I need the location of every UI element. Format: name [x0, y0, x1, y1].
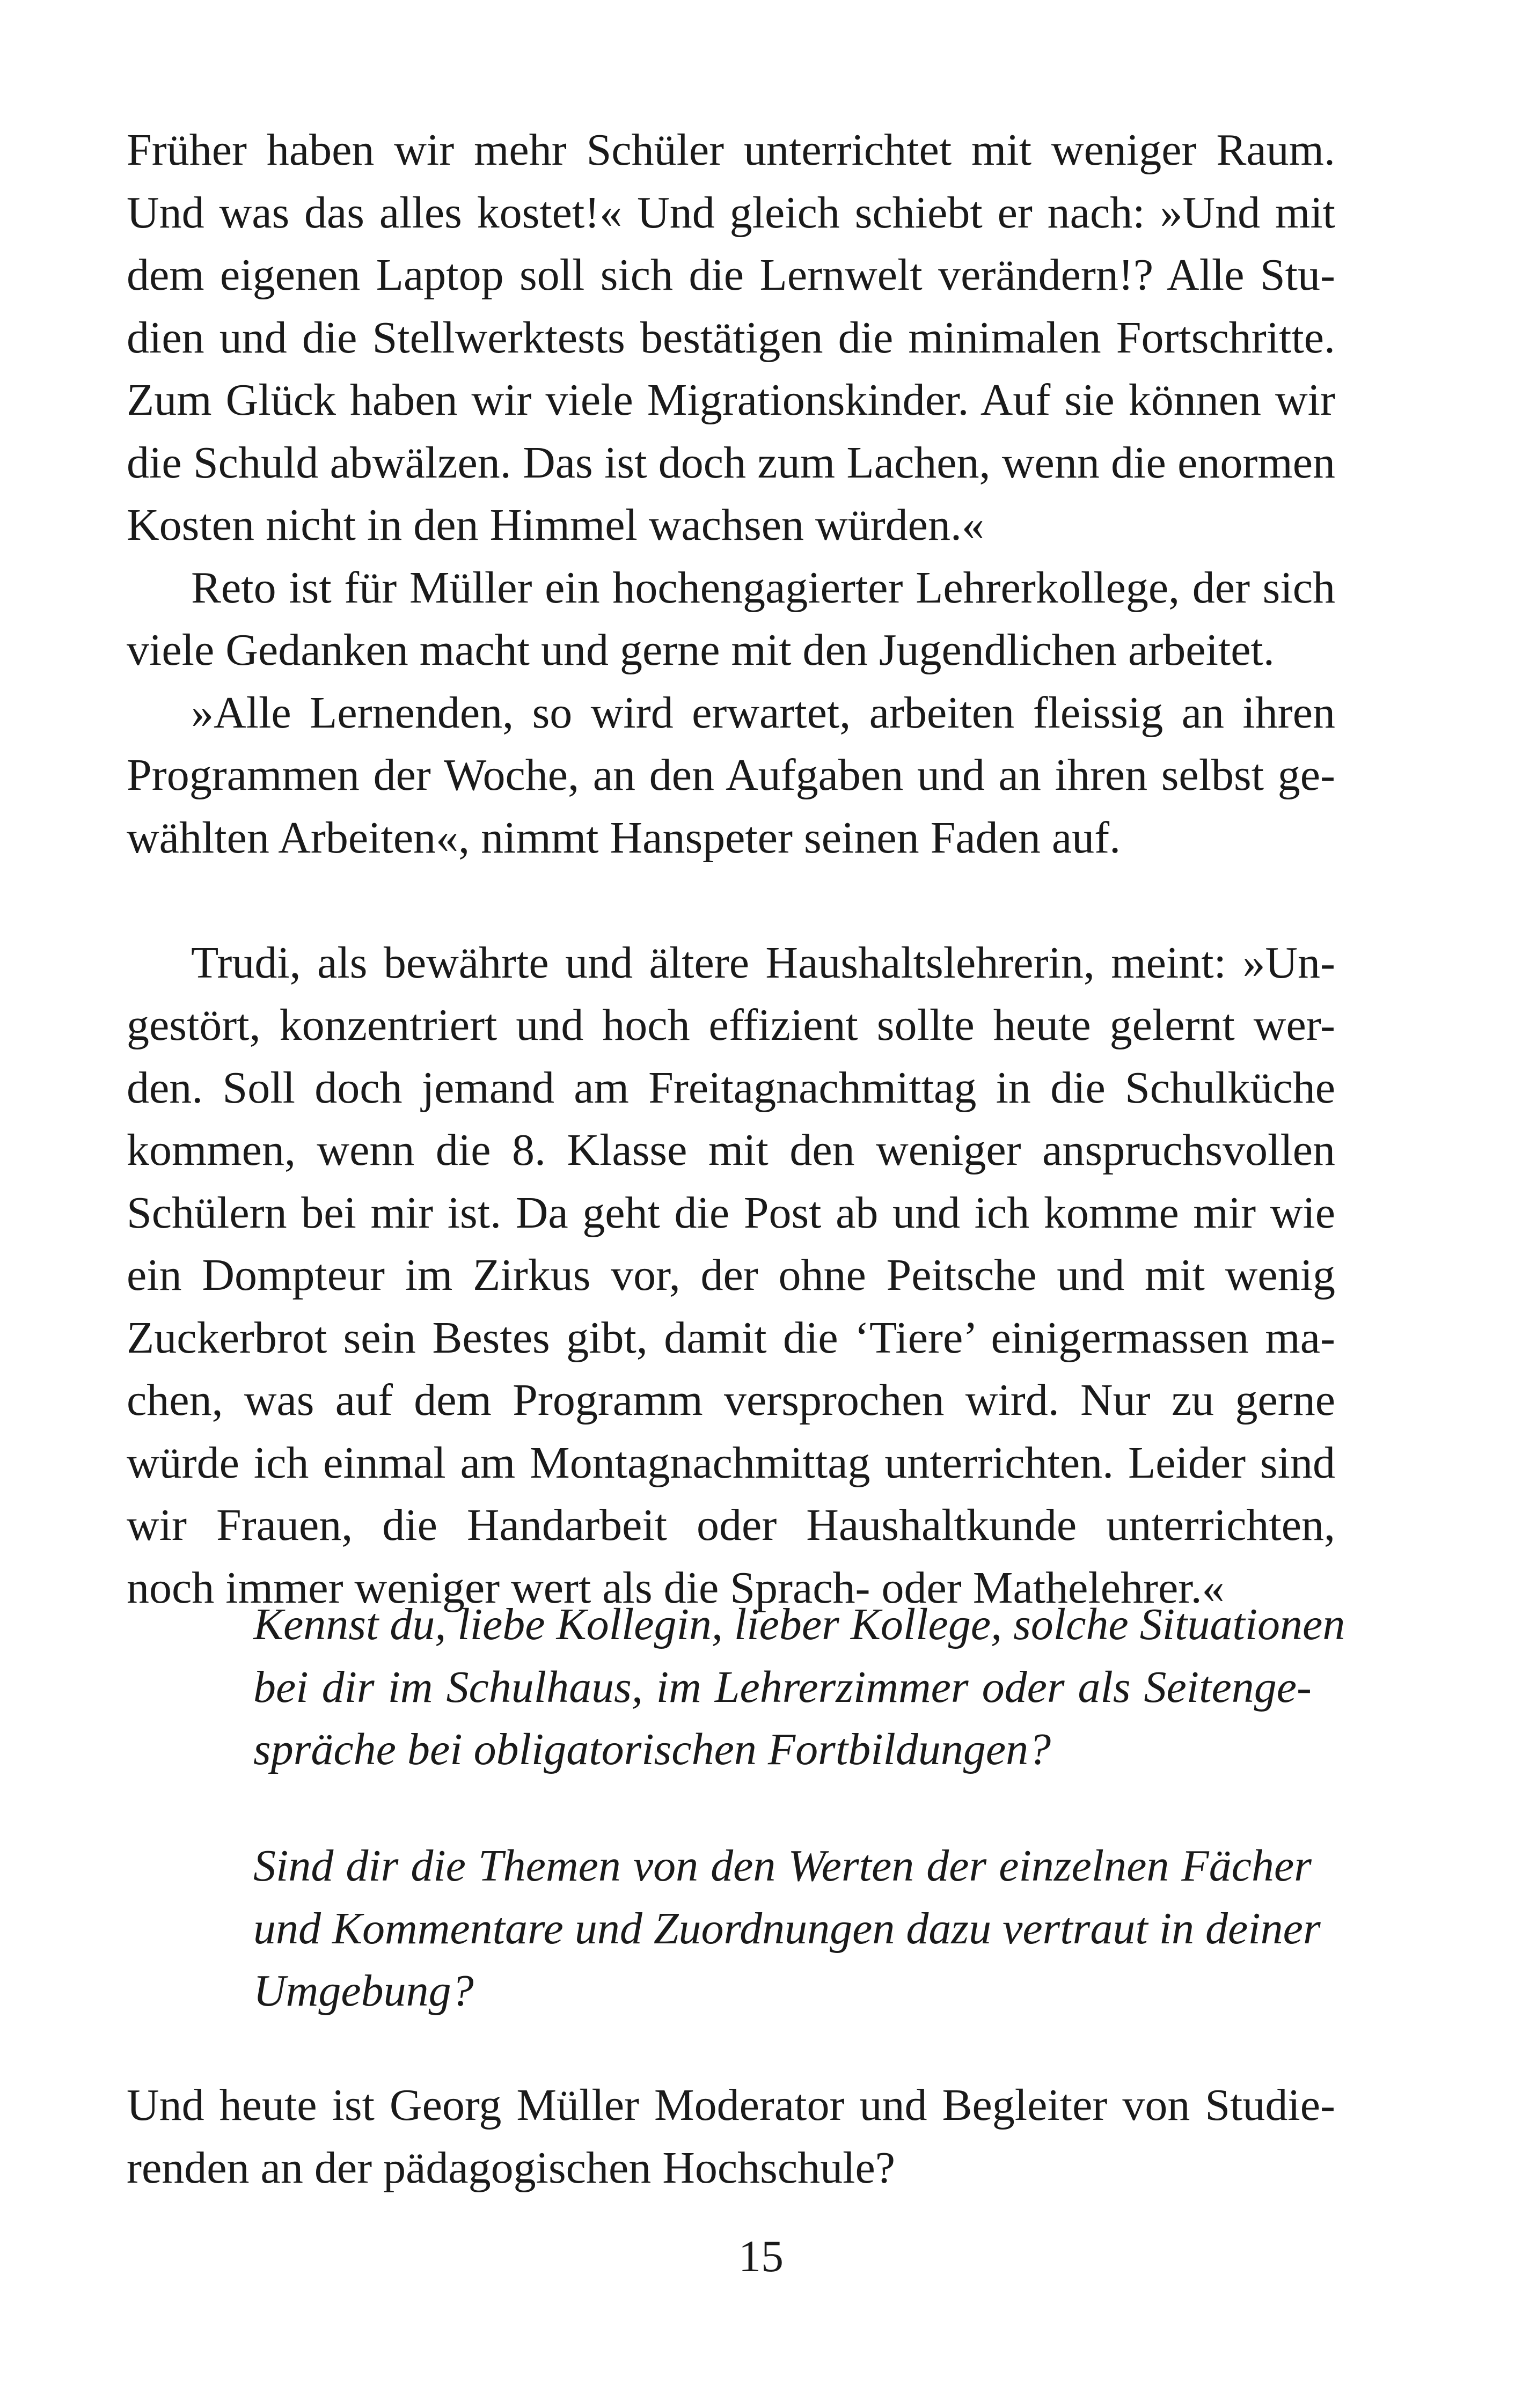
text-line: gestört, konzentriert und hoch effizient sollte heute gelernt wer- — [127, 1000, 1335, 1050]
text-line: Und heute ist Georg Müller Moderator und Begleiter von Studie- — [127, 2080, 1335, 2130]
text-line: Kosten nicht in den Himmel wachsen würden.« — [127, 500, 984, 550]
text-line: Umgebung? — [253, 1966, 474, 2016]
paragraph-4 — [127, 932, 1335, 1620]
text-line: und Kommentare und Zuordnungen dazu vertraut in deiner — [253, 1903, 1321, 1954]
text-line: Schülern bei mir ist. Da geht die Post ab und ich komme mir wie — [127, 1187, 1335, 1238]
paragraph-3 — [127, 682, 1335, 870]
italic-question-1 — [253, 1594, 1345, 1781]
main-text — [127, 119, 1335, 1619]
page-number: 15 — [738, 2231, 784, 2281]
text-line: die Schuld abwälzen. Das ist doch zum Lachen, wenn die enormen — [127, 437, 1335, 488]
text-line: den. Soll doch jemand am Freitagnachmittag in die Schulküche — [127, 1062, 1335, 1113]
text-line: Zuckerbrot sein Bestes gibt, damit die ‘Tiere’ einigermassen ma- — [127, 1312, 1335, 1363]
text-line: Und was das alles kostet!« Und gleich schiebt er nach: »Und mit — [127, 187, 1335, 238]
text-line: Trudi, als bewährte und ältere Haushaltslehrerin, meint: »Un- — [191, 937, 1335, 988]
text-line: dem eigenen Laptop soll sich die Lernwelt verändern!? Alle Stu- — [127, 250, 1335, 300]
text-line: viele Gedanken macht und gerne mit den Jugendlichen arbeitet. — [127, 625, 1275, 675]
text-line: wir Frauen, die Handarbeit oder Haushaltkunde unterrichten, — [127, 1500, 1335, 1550]
text-line: chen, was auf dem Programm versprochen wird. Nur zu gerne — [127, 1375, 1335, 1425]
text-line: Zum Glück haben wir viele Migrationskinder. Auf sie können wir — [127, 375, 1335, 425]
paragraph-1 — [127, 119, 1335, 557]
paragraph-2 — [127, 557, 1335, 682]
text-line: renden an der pädagogischen Hochschule? — [127, 2142, 896, 2193]
text-line: bei dir im Schulhaus, im Lehrerzimmer oder als Seitenge- — [253, 1662, 1312, 1712]
text-line: Reto ist für Müller ein hochengagierter Lehrerkollege, der sich — [191, 562, 1335, 613]
text-line: Sind dir die Themen von den Werten der einzelnen Fächer — [253, 1841, 1312, 1891]
italic-question-2 — [253, 1835, 1321, 2023]
text-line: wählten Arbeiten«, nimmt Hanspeter seinen Faden auf. — [127, 812, 1121, 863]
text-line: Früher haben wir mehr Schüler unterrichtet mit weniger Raum. — [127, 125, 1335, 175]
text-line: ein Dompteur im Zirkus vor, der ohne Peitsche und mit wenig — [127, 1250, 1335, 1300]
paragraph-spacer — [127, 869, 1335, 932]
text-line: Programmen der Woche, an den Aufgaben und an ihren selbst ge- — [127, 750, 1335, 800]
text-line: »Alle Lernenden, so wird erwartet, arbeiten fleissig an ihren — [191, 687, 1335, 738]
text-line: dien und die Stellwerktests bestätigen die minimalen Fortschritte. — [127, 312, 1335, 363]
text-line: noch immer weniger wert als die Sprach- oder Mathelehrer.« — [127, 1562, 1225, 1613]
text-line: kommen, wenn die 8. Klasse mit den weniger anspruchsvollen — [127, 1125, 1335, 1175]
text-line: Kennst du, liebe Kollegin, lieber Kollege, solche Situationen — [253, 1599, 1345, 1649]
closing-paragraph — [127, 2074, 1335, 2199]
text-line: würde ich einmal am Montagnachmittag unterrichten. Leider sind — [127, 1437, 1335, 1488]
text-line: spräche bei obligatorischen Fortbildungen? — [253, 1724, 1051, 1774]
